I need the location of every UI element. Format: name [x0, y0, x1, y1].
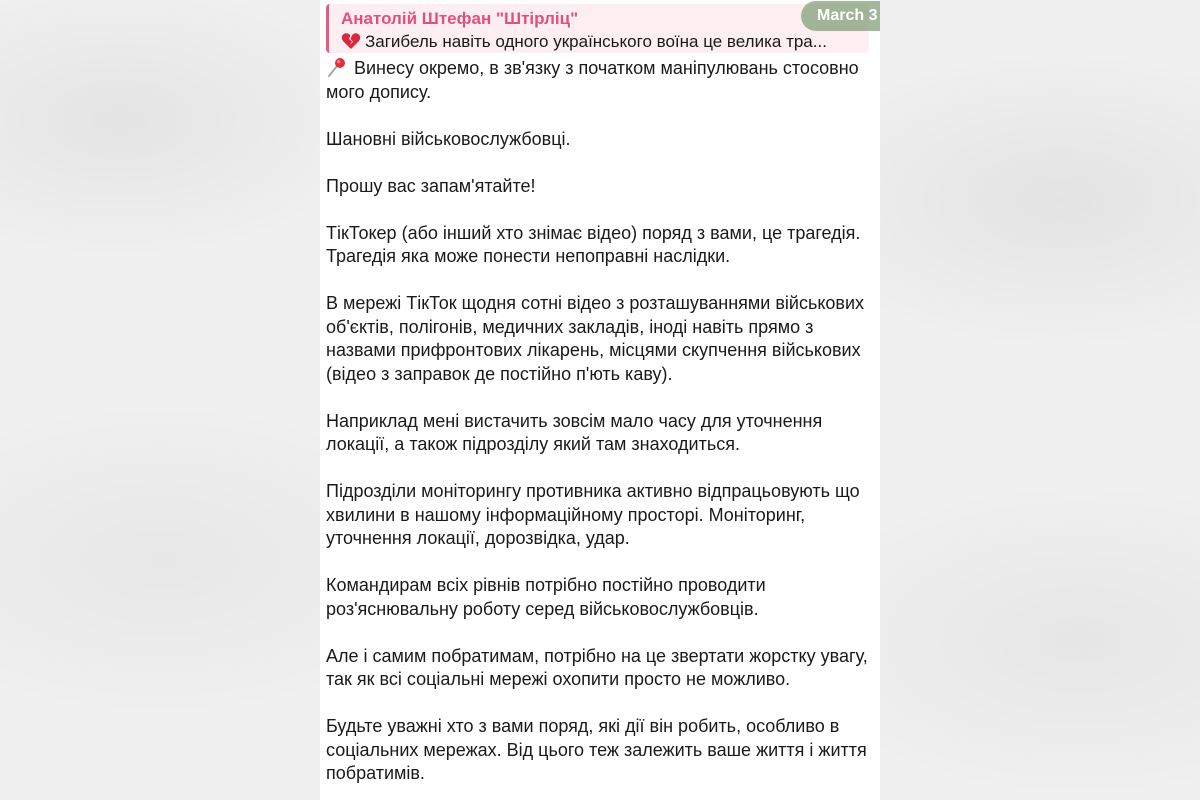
- message-text: [326, 57, 874, 800]
- reply-preview: [341, 32, 827, 52]
- reply-quote[interactable]: [326, 4, 869, 53]
- message-paragraph: Будьте уважні хто з вами поряд, які дії він робить, особливо в соціальних мережах. Від цього теж залежить ваше життя і життя побратимів.: [326, 716, 867, 783]
- message-paragraph: В мережі ТікТок щодня сотні відео з розташуваннями військових об'єктів, полігонів, медичних закладів, іноді навіть прямо з назвами прифронтових лікарень, місцями скупчення військових (відео з заправок де постійно п'ють каву).: [326, 293, 865, 384]
- message-paragraph: Наприклад мені вистачить зовсім мало часу для уточнення локації, а також підрозділу який там знаходиться.: [326, 410, 823, 454]
- pushpin-icon: [326, 57, 348, 77]
- message-paragraph: Прошу вас запам'ятайте!: [326, 175, 536, 196]
- date-badge: March 3: [801, 1, 880, 31]
- message-paragraph: Шановні військовослужбовці.: [326, 128, 571, 149]
- message-bubble: [320, 0, 880, 800]
- message-paragraph: [326, 57, 874, 104]
- broken-heart-icon: [341, 32, 361, 50]
- message-paragraph: Командирам всіх рівнів потрібно постійно проводити роз'яснювальну роботу серед військовослужбовців.: [326, 575, 766, 619]
- message-paragraph: Підрозділи моніторингу противника активно відпрацьовують що хвилини в нашому інформаційному просторі. Моніторинг, уточнення локації, дорозвідка, удар.: [326, 481, 860, 548]
- message-paragraph: ТікТокер (або інший хто знімає відео) поряд з вами, це трагедія. Трагедія яка може понести непоправні наслідки.: [326, 222, 861, 266]
- message-paragraph: Але і самим побратимам, потрібно на це звертати жорстку увагу, так як всі соціальні мережі охопити просто не можливо.: [326, 645, 868, 689]
- reply-preview-text: Загибель навіть одного українського воїна це велика тра...: [365, 32, 827, 51]
- reply-author-name: Анатолій Штефан "Штірліц": [341, 9, 579, 28]
- message-paragraph-text: Винесу окремо, в зв'язку з початком маніпулювань стосовно мого допису.: [326, 58, 859, 102]
